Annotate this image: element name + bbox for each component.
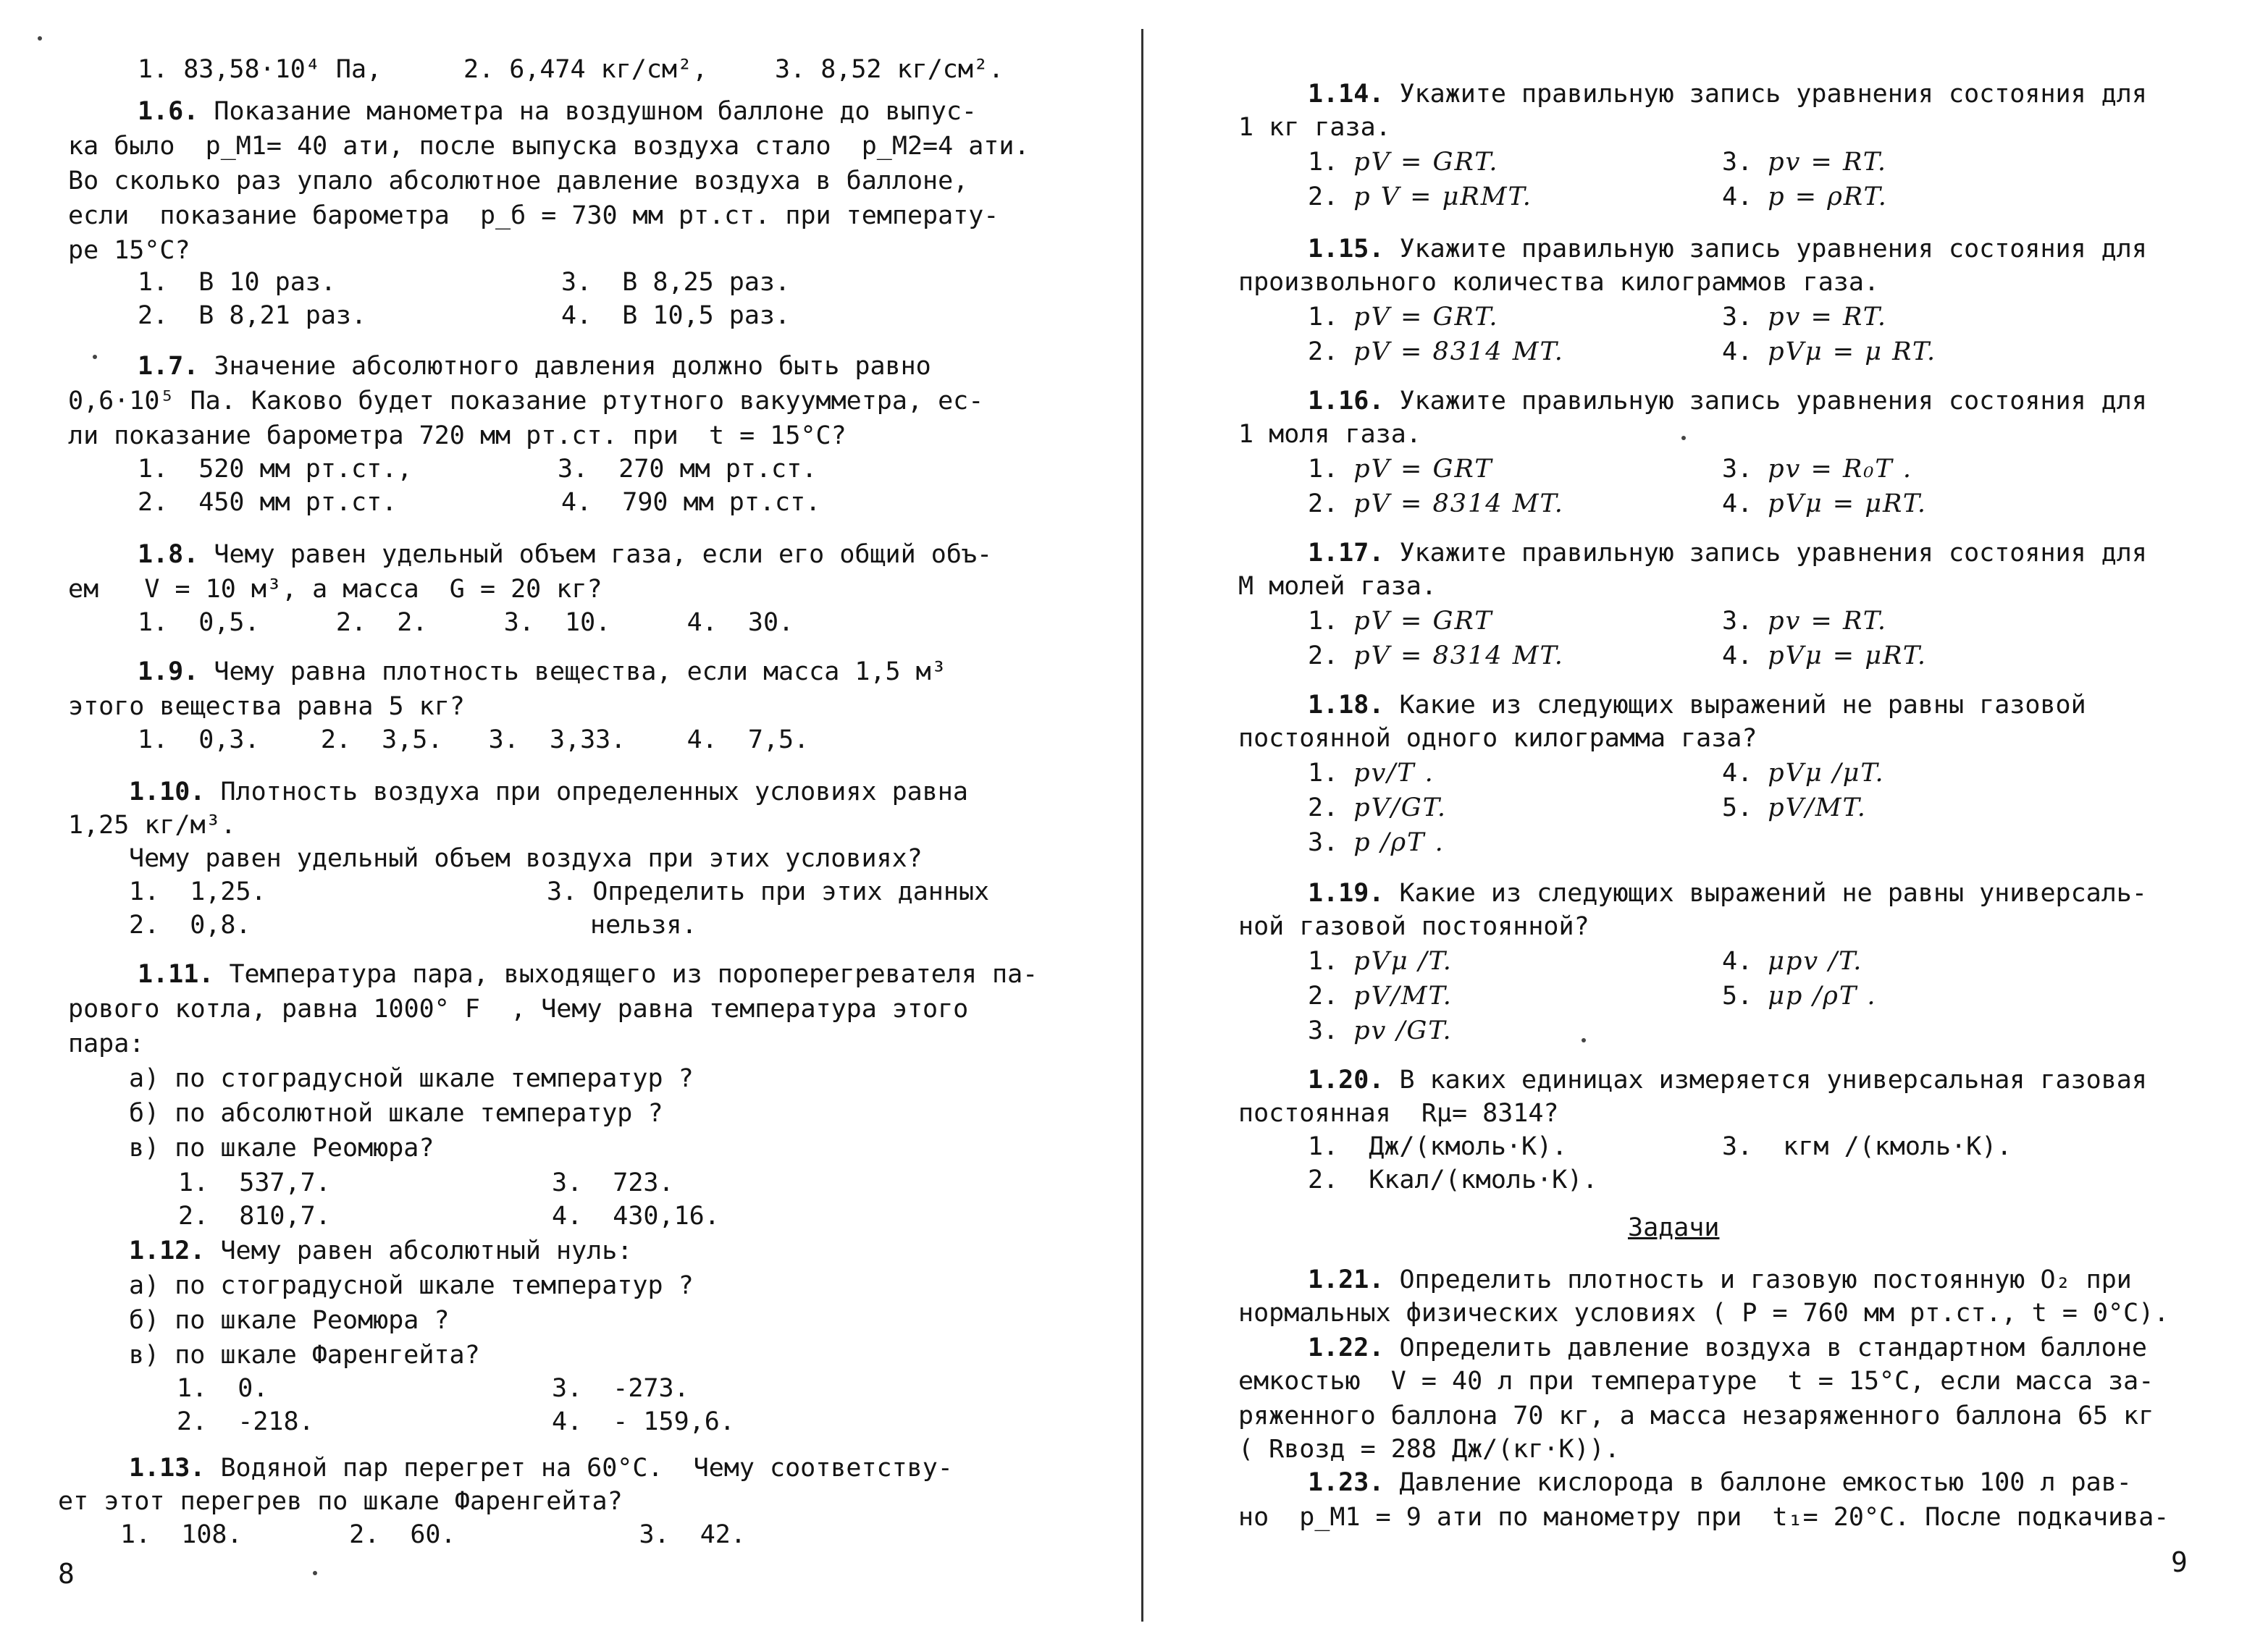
answer-option	[1722, 944, 1862, 979]
answer-option	[1722, 486, 1927, 521]
formula: pv = RT.	[1768, 303, 1888, 332]
question-number: 1.18.	[1308, 691, 1385, 720]
question-1-8	[138, 537, 992, 572]
option-number: 2.	[1308, 337, 1339, 366]
question-text: если показание барометра p_б = 730 мм рт.ст. при температу-	[68, 201, 999, 230]
formula: pVμ /μT.	[1768, 759, 1885, 788]
option-number: 2.	[1308, 182, 1339, 211]
option-number: 1.	[1308, 947, 1339, 976]
question-number: 1.9.	[138, 657, 199, 686]
problem-1-23	[1308, 1465, 2132, 1500]
question-1-7	[138, 349, 931, 384]
question-1-10	[129, 775, 968, 809]
answer-option: 1. Дж/(кмоль·К).	[1308, 1132, 1568, 1161]
answer-option	[1308, 334, 1564, 369]
option-number: 5.	[1722, 982, 1753, 1011]
problem-number: 1.21.	[1308, 1265, 1385, 1294]
answer-option	[1308, 452, 1493, 486]
problem-text: Определить давление воздуха в стандартном баллоне	[1399, 1333, 2147, 1362]
sub-question: в) по шкале Реомюра?	[129, 1134, 434, 1163]
answer-option: 2. 450 мм рт.ст.	[138, 488, 398, 517]
sub-question: б) по абсолютной шкале температур ?	[129, 1099, 663, 1128]
question-number: 1.16.	[1308, 387, 1385, 416]
formula: pV = 8314 MT.	[1353, 641, 1564, 670]
formula: pV = GRT	[1353, 607, 1493, 636]
formula: pVμ = μRT.	[1768, 641, 1928, 670]
problem-1-21	[1308, 1263, 2132, 1297]
option-number: 3.	[1722, 607, 1753, 636]
answer-option	[1722, 791, 1867, 825]
answer-option	[1308, 1013, 1453, 1048]
question-text: Какие из следующих выражений не равны универсаль-	[1399, 879, 2147, 908]
answer-options: 1. 108. 2. 60. 3. 42.	[120, 1520, 746, 1549]
problem-text: емкостью V = 40 л при температуре t = 15°С, если масса за-	[1238, 1367, 2154, 1396]
answer-option: 2. Ккал/(кмоль·К).	[1308, 1166, 1598, 1194]
answer-option	[1308, 145, 1499, 180]
question-number: 1.11.	[138, 960, 214, 989]
option-number: 3.	[1722, 455, 1753, 484]
formula: pV/MT.	[1353, 982, 1453, 1011]
option-number: 3.	[1722, 303, 1753, 332]
question-number: 1.15.	[1308, 235, 1385, 264]
question-text: Значение абсолютного давления должно быть равно	[214, 352, 931, 381]
question-text: Какие из следующих выражений не равны газовой	[1399, 691, 2086, 720]
answer-option	[1722, 639, 1927, 673]
option-number: 2.	[1308, 489, 1339, 518]
answer-option: нельзя.	[590, 911, 697, 940]
section-title: Задачи	[1628, 1213, 1720, 1242]
formula: pv = R₀T .	[1768, 455, 1912, 484]
question-text: Чему равен абсолютный нуль:	[220, 1236, 633, 1265]
question-text: Чему равна плотность вещества, если масса 1,5 м³	[214, 657, 946, 686]
problem-text: но p_M1 = 9 ати по манометру при t₁= 20°С. После подкачива-	[1238, 1503, 2170, 1532]
formula: pVμ /T.	[1353, 947, 1453, 976]
right-page	[1143, 0, 2268, 1631]
question-text: 1 кг газа.	[1238, 113, 1391, 142]
question-text: Укажите правильную запись уравнения состояния для	[1399, 80, 2147, 109]
answer-option	[1308, 486, 1564, 521]
answer-option: 3. В 8,25 раз.	[561, 268, 791, 297]
problem-text: Давление кислорода в баллоне емкостью 100 л рав-	[1399, 1468, 2132, 1497]
question-1-16	[1308, 384, 2147, 418]
question-1-11	[138, 957, 1038, 992]
question-text: Водяной пар перегрет на 60°С. Чему соответству-	[220, 1454, 953, 1483]
formula: pV = 8314 MT.	[1353, 489, 1564, 518]
option-number: 4.	[1722, 759, 1753, 788]
answer-option	[1722, 452, 1912, 486]
question-text: ет этот перегрев по шкале Фаренгейта?	[58, 1487, 623, 1516]
question-text: 1 моля газа.	[1238, 420, 1421, 449]
question-number: 1.19.	[1308, 879, 1385, 908]
question-1-14	[1308, 77, 2147, 111]
question-text: ре 15°С?	[68, 236, 190, 265]
question-text: постоянной одного килограмма газа?	[1238, 724, 1757, 753]
answer-option: 2. 0,8.	[129, 911, 251, 940]
sub-question: а) по стоградусной шкале температур ?	[129, 1271, 694, 1300]
formula: pv = RT.	[1768, 148, 1888, 177]
question-1-18	[1308, 688, 2086, 722]
answer-option	[1722, 756, 1885, 791]
sub-question: а) по стоградусной шкале температур ?	[129, 1064, 694, 1093]
formula: pV/GT.	[1353, 793, 1447, 822]
answer-options: 1. 0,3. 2. 3,5. 3. 3,33. 4. 7,5.	[138, 725, 810, 754]
question-text: Температура пара, выходящего из пороперегревателя па-	[229, 960, 1038, 989]
answer-1-5-opt3: 3. 8,52 кг/см².	[775, 55, 1004, 84]
question-1-13	[129, 1451, 953, 1485]
option-number: 2.	[1308, 982, 1339, 1011]
answer-option: 3. 270 мм рт.ст.	[558, 455, 818, 484]
answer-option: 4. 430,16.	[552, 1202, 720, 1231]
answer-option	[1722, 180, 1888, 214]
answer-option	[1722, 300, 1887, 334]
scan-speck	[93, 355, 97, 359]
answer-option	[1308, 944, 1453, 979]
question-text: М молей газа.	[1238, 572, 1437, 601]
question-text: 0,6·10⁵ Па. Каково будет показание ртутного вакуумметра, ес-	[68, 387, 984, 416]
answer-option	[1722, 979, 1876, 1013]
question-text: 1,25 кг/м³.	[68, 811, 236, 840]
option-number: 5.	[1722, 793, 1753, 822]
answer-option	[1308, 604, 1493, 639]
problem-1-22	[1308, 1331, 2147, 1365]
answer-option: 3. кгм /(кмоль·К).	[1722, 1132, 2012, 1161]
scan-speck	[1681, 436, 1686, 440]
answer-option: 1. 537,7.	[178, 1168, 331, 1197]
answer-option: 4. В 10,5 раз.	[561, 301, 791, 330]
question-number: 1.20.	[1308, 1066, 1385, 1095]
question-text: Укажите правильную запись уравнения состояния для	[1399, 387, 2147, 416]
option-number: 3.	[1308, 828, 1339, 857]
problem-text: ряженного баллона 70 кг, а масса незаряженного баллона 65 кг	[1238, 1402, 2154, 1430]
answer-option	[1308, 791, 1447, 825]
answer-option: 4. - 159,6.	[552, 1407, 735, 1436]
answer-option	[1308, 300, 1499, 334]
problem-number: 1.22.	[1308, 1333, 1385, 1362]
option-number: 4.	[1722, 947, 1753, 976]
question-text: Показание манометра на воздушном баллоне до выпус-	[214, 97, 977, 126]
sub-question: в) по шкале Фаренгейта?	[129, 1341, 480, 1370]
answer-option: 4. 790 мм рт.ст.	[561, 488, 821, 517]
formula: pV = GRT.	[1353, 148, 1499, 177]
formula: μp /ρT .	[1768, 982, 1877, 1011]
answer-option: 3. Определить при этих данных	[547, 877, 990, 906]
scan-speck	[38, 36, 42, 41]
answer-option	[1722, 334, 1936, 369]
answer-options: 1. 0,5. 2. 2. 3. 10. 4. 30.	[138, 608, 794, 637]
question-text: ли показание барометра 720 мм рт.ст. при t = 15°С?	[68, 421, 847, 450]
question-text: ка было p_M1= 40 ати, после выпуска воздуха стало p_M2=4 ати.	[68, 132, 1030, 161]
question-1-9	[138, 654, 946, 689]
formula: μpv /T.	[1768, 947, 1863, 976]
question-text: пара:	[68, 1029, 145, 1058]
answer-option: 3. -273.	[552, 1374, 689, 1403]
problem-text: нормальных физических условиях ( P = 760 мм рт.ст., t = 0°С).	[1238, 1299, 2170, 1328]
answer-option	[1722, 604, 1887, 639]
question-text: ной газовой постоянной?	[1238, 912, 1589, 941]
scan-speck	[1582, 1038, 1586, 1042]
answer-option	[1308, 639, 1564, 673]
answer-option: 1. 0.	[177, 1374, 269, 1403]
option-number: 1.	[1308, 303, 1339, 332]
question-1-15	[1308, 232, 2147, 266]
sub-question: б) по шкале Реомюра ?	[129, 1306, 450, 1335]
question-text: постоянная Rμ= 8314?	[1238, 1099, 1559, 1128]
option-number: 3.	[1308, 1016, 1339, 1045]
answer-option	[1308, 979, 1453, 1013]
option-number: 4.	[1722, 182, 1753, 211]
answer-option	[1308, 180, 1532, 214]
problem-number: 1.23.	[1308, 1468, 1385, 1497]
option-number: 3.	[1722, 148, 1753, 177]
answer-option: 2. -218.	[177, 1407, 314, 1436]
option-number: 4.	[1722, 489, 1753, 518]
answer-option: 2. 810,7.	[178, 1202, 331, 1231]
answer-option: 2. В 8,21 раз.	[138, 301, 367, 330]
problem-text: ( Rвозд = 288 Дж/(кг·К)).	[1238, 1435, 1620, 1464]
question-text: произвольного количества килограммов газа.	[1238, 268, 1880, 297]
question-number: 1.10.	[129, 777, 206, 806]
answer-option: 1. 520 мм рт.ст.,	[138, 455, 413, 484]
formula: pV/MT.	[1768, 793, 1867, 822]
question-number: 1.7.	[138, 352, 199, 381]
question-text: Укажите правильную запись уравнения состояния для	[1399, 539, 2147, 568]
page-number: 9	[2171, 1546, 2188, 1578]
question-text: Чему равен удельный объем газа, если его общий объ-	[214, 540, 993, 569]
answer-option: 1. 1,25.	[129, 877, 266, 906]
answer-option	[1308, 756, 1435, 791]
scan-speck	[313, 1571, 317, 1575]
option-number: 1.	[1308, 607, 1339, 636]
option-number: 1.	[1308, 759, 1339, 788]
question-1-17	[1308, 536, 2147, 570]
question-text: Плотность воздуха при определенных условиях равна	[220, 777, 968, 806]
question-number: 1.12.	[129, 1236, 206, 1265]
question-1-20	[1308, 1063, 2147, 1097]
option-number: 1.	[1308, 148, 1339, 177]
page-number: 8	[58, 1558, 75, 1590]
question-text: Во сколько раз упало абсолютное давление воздуха в баллоне,	[68, 167, 969, 195]
answer-option	[1308, 825, 1445, 860]
problem-text: Определить плотность и газовую постоянную O₂ при	[1399, 1265, 2132, 1294]
answer-1-5-opt1: 1. 83,58·10⁴ Па,	[138, 55, 382, 84]
formula: p V = μRMT.	[1353, 182, 1532, 211]
answer-option	[1722, 145, 1887, 180]
formula: pVμ = μ RT.	[1768, 337, 1937, 366]
option-number: 1.	[1308, 455, 1339, 484]
question-text: ем V = 10 м³, а масса G = 20 кг?	[68, 575, 602, 604]
question-number: 1.17.	[1308, 539, 1385, 568]
formula: pv = RT.	[1768, 607, 1888, 636]
question-1-19	[1308, 876, 2147, 911]
option-number: 2.	[1308, 793, 1339, 822]
option-number: 2.	[1308, 641, 1339, 670]
question-1-6	[138, 94, 977, 129]
question-number: 1.8.	[138, 540, 199, 569]
question-text: Чему равен удельный объем воздуха при этих условиях?	[129, 844, 923, 873]
formula: pV = 8314 MT.	[1353, 337, 1564, 366]
option-number: 4.	[1722, 337, 1753, 366]
answer-option: 1. В 10 раз.	[138, 268, 336, 297]
question-number: 1.14.	[1308, 80, 1385, 109]
formula: pv /GT.	[1353, 1016, 1453, 1045]
formula: pV = GRT	[1353, 455, 1493, 484]
formula: pVμ = μRT.	[1768, 489, 1928, 518]
question-text: Укажите правильную запись уравнения состояния для	[1399, 235, 2147, 264]
formula: pV = GRT.	[1353, 303, 1499, 332]
question-text: В каких единицах измеряется универсальная газовая	[1399, 1066, 2147, 1095]
answer-1-5-opt2: 2. 6,474 кг/см²,	[463, 55, 708, 84]
formula: pv/T .	[1353, 759, 1435, 788]
question-1-12	[129, 1234, 632, 1268]
formula: p = ρRT.	[1768, 182, 1888, 211]
question-text: этого вещества равна 5 кг?	[68, 692, 465, 721]
answer-option: 3. 723.	[552, 1168, 674, 1197]
question-number: 1.13.	[129, 1454, 206, 1483]
option-number: 4.	[1722, 641, 1753, 670]
question-number: 1.6.	[138, 97, 199, 126]
formula: p /ρT .	[1353, 828, 1445, 857]
question-text: рового котла, равна 1000° F , Чему равна температура этого	[68, 995, 969, 1024]
